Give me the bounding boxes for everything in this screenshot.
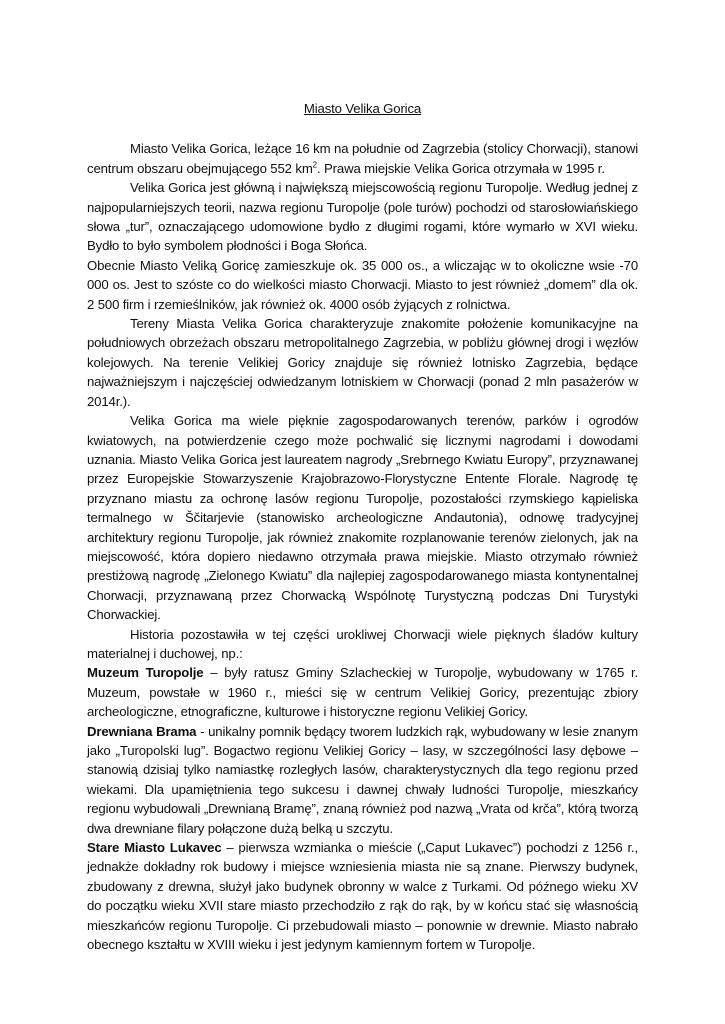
document-body: [87, 99, 638, 954]
paragraph-intro: [87, 139, 638, 178]
term-heading: Stare Miasto Lukavec: [87, 840, 222, 856]
paragraph-history: Historia pozostawiła w tej części urokliwej Chorwacji wiele pięknych śladów kultury materialnej i duchowej, np.:: [87, 626, 638, 661]
paragraph-text: . Prawa miejskie Velika Gorica otrzymała w 1995 r.: [316, 160, 605, 176]
term-heading: Muzeum Turopolje: [87, 665, 204, 681]
term-heading: Drewniana Brama: [87, 723, 197, 739]
paragraph-lukavec: [87, 838, 638, 954]
paragraph-awards: Velika Gorica ma wiele pięknie zagospodarowanych terenów, parków i ogrodów kwiatowych, na potwierdzenie czego może pochwalić się licznymi nagrodami i dowodami uznania. Miasto Velika Gorica jest laureatem nagrody „Srebrnego Kwiatu Europy”, przyznawanej przez Europejskie Stowarzyszenie Krajobrazowo-Florystyczne Entente Florale. Nagrodę tę przyznano miastu za ochronę lasów regionu Turopolje, pozostałości rzymskiego kąpieliska termalnego w Ščitarjevie (stanowisko archeologiczne Andautonia), odnowę tradycyjnej architektury regionu Turopolje, jak również znakomite rozplanowanie terenów zielonych, jak na miejscowość, która dopiero niedawno otrzymała prawa miejskie. Miasto otrzymało również prestiżową nagrodę „Zielonego Kwiatu” dla najlepiej zagospodarowanego miasta kontynentalnej Chorwacji, przyznawaną przez Chorwacką Wspólnotę Turystyczną podczas Dni Turystyki Chorwackiej.: [87, 413, 638, 623]
page-title: Miasto Velika Gorica: [303, 101, 422, 116]
paragraph-location: Tereny Miasta Velika Gorica charakteryzuje znakomite położenie komunikacyjne na południowych obrzeżach obszaru metropolitalnego Zagrzebia, w pobliżu głównej drogi i węzłów kolejowych. Na terenie Velikiej Goricy znajduje się również lotnisko Zagrzebia, będące najważniejszym i najczęściej odwiedzanym lotniskiem w Chorwacji (ponad 2 mln pasażerów w 2014r.).: [87, 316, 638, 409]
paragraph-text: Miasto Velika Gorica, leżące 16 km na południe od Zagrzebia (stolicy Chorwacji), stanowi centrum obszaru obejmującego 552 km: [87, 141, 638, 176]
paragraph-brama: [87, 722, 638, 838]
paragraph-muzeum: [87, 663, 638, 721]
superscript: 2: [312, 160, 317, 170]
paragraph-text: – były ratusz Gminy Szlacheckiej w Turopolje, wybudowany w 1765 r. Muzeum, powstałe w 1960 r., mieści się w centrum Velikiej Goricy, prezentując zbiory archeologiczne, etnograficzne, kulturowe i historyczne regionu Velikiej Goricy.: [87, 665, 639, 720]
paragraph-turopolje: Velika Gorica jest główną i największą miejscowością regionu Turopolje. Według jednej z najpopularniejszych teorii, nazwa regionu Turopolje (pole turów) pochodzi od starosłowiańskiego słowa „tur”, oznaczającego udomowione bydło z długimi rogami, które wymarło w XVI wieku. Bydło to było symbolem płodności i Boga Słońca.: [87, 180, 638, 254]
paragraph-text: - unikalny pomnik będący tworem ludzkich rąk, wybudowany w lesie znanym jako „Turopolski lug”. Bogactwo regionu Velikiej Goricy – lasy, w szczególności lasy dębowe – stanowią dzisiaj tylko namiastkę rozległych lasów, charakterystycznych dla tego regionu przed wiekami. Dla upamiętnienia tego sukcesu i dawnej chwały ludności Turopolje, mieszkańcy regionu wybudowali „Drewnianą Bramę”, znaną również pod nazwą „Vrata od krča”, którą tworzą dwa drewniane filary połączone dużą belką u szczytu.: [87, 723, 638, 836]
paragraph-population: Obecnie Miasto Veliką Goricę zamieszkuje ok. 35 000 os., a wliczając w to okoliczne wsie -70 000 os. Jest to szóste co do wielkości miasto Chorwacji. Miasto to jest również „domem” dla ok. 2 500 firm i rzemieślników, jak również ok. 4000 osób żyjących z rolnictwa.: [87, 257, 638, 312]
paragraph-text: – pierwsza wzmianka o mieście („Caput Lukavec”) pochodzi z 1256 r., jednakże dokładny rok budowy i miejsce wzniesienia miasta nie są znane. Pierwszy budynek, zbudowany z drewna, służył jako budynek obronny w walce z Turkami. Od późnego wieku XV do początku wieku XVII stare miasto przechodziło z rąk do rąk, by w końcu stać się własnością mieszkańców regionu Turopolje. Ci przebudowali miasto – ponownie w drewnie. Miasto nabrało obecnego kształtu w XVIII wieku i jest jedynym kamiennym fortem w Turopolje.: [87, 840, 638, 953]
